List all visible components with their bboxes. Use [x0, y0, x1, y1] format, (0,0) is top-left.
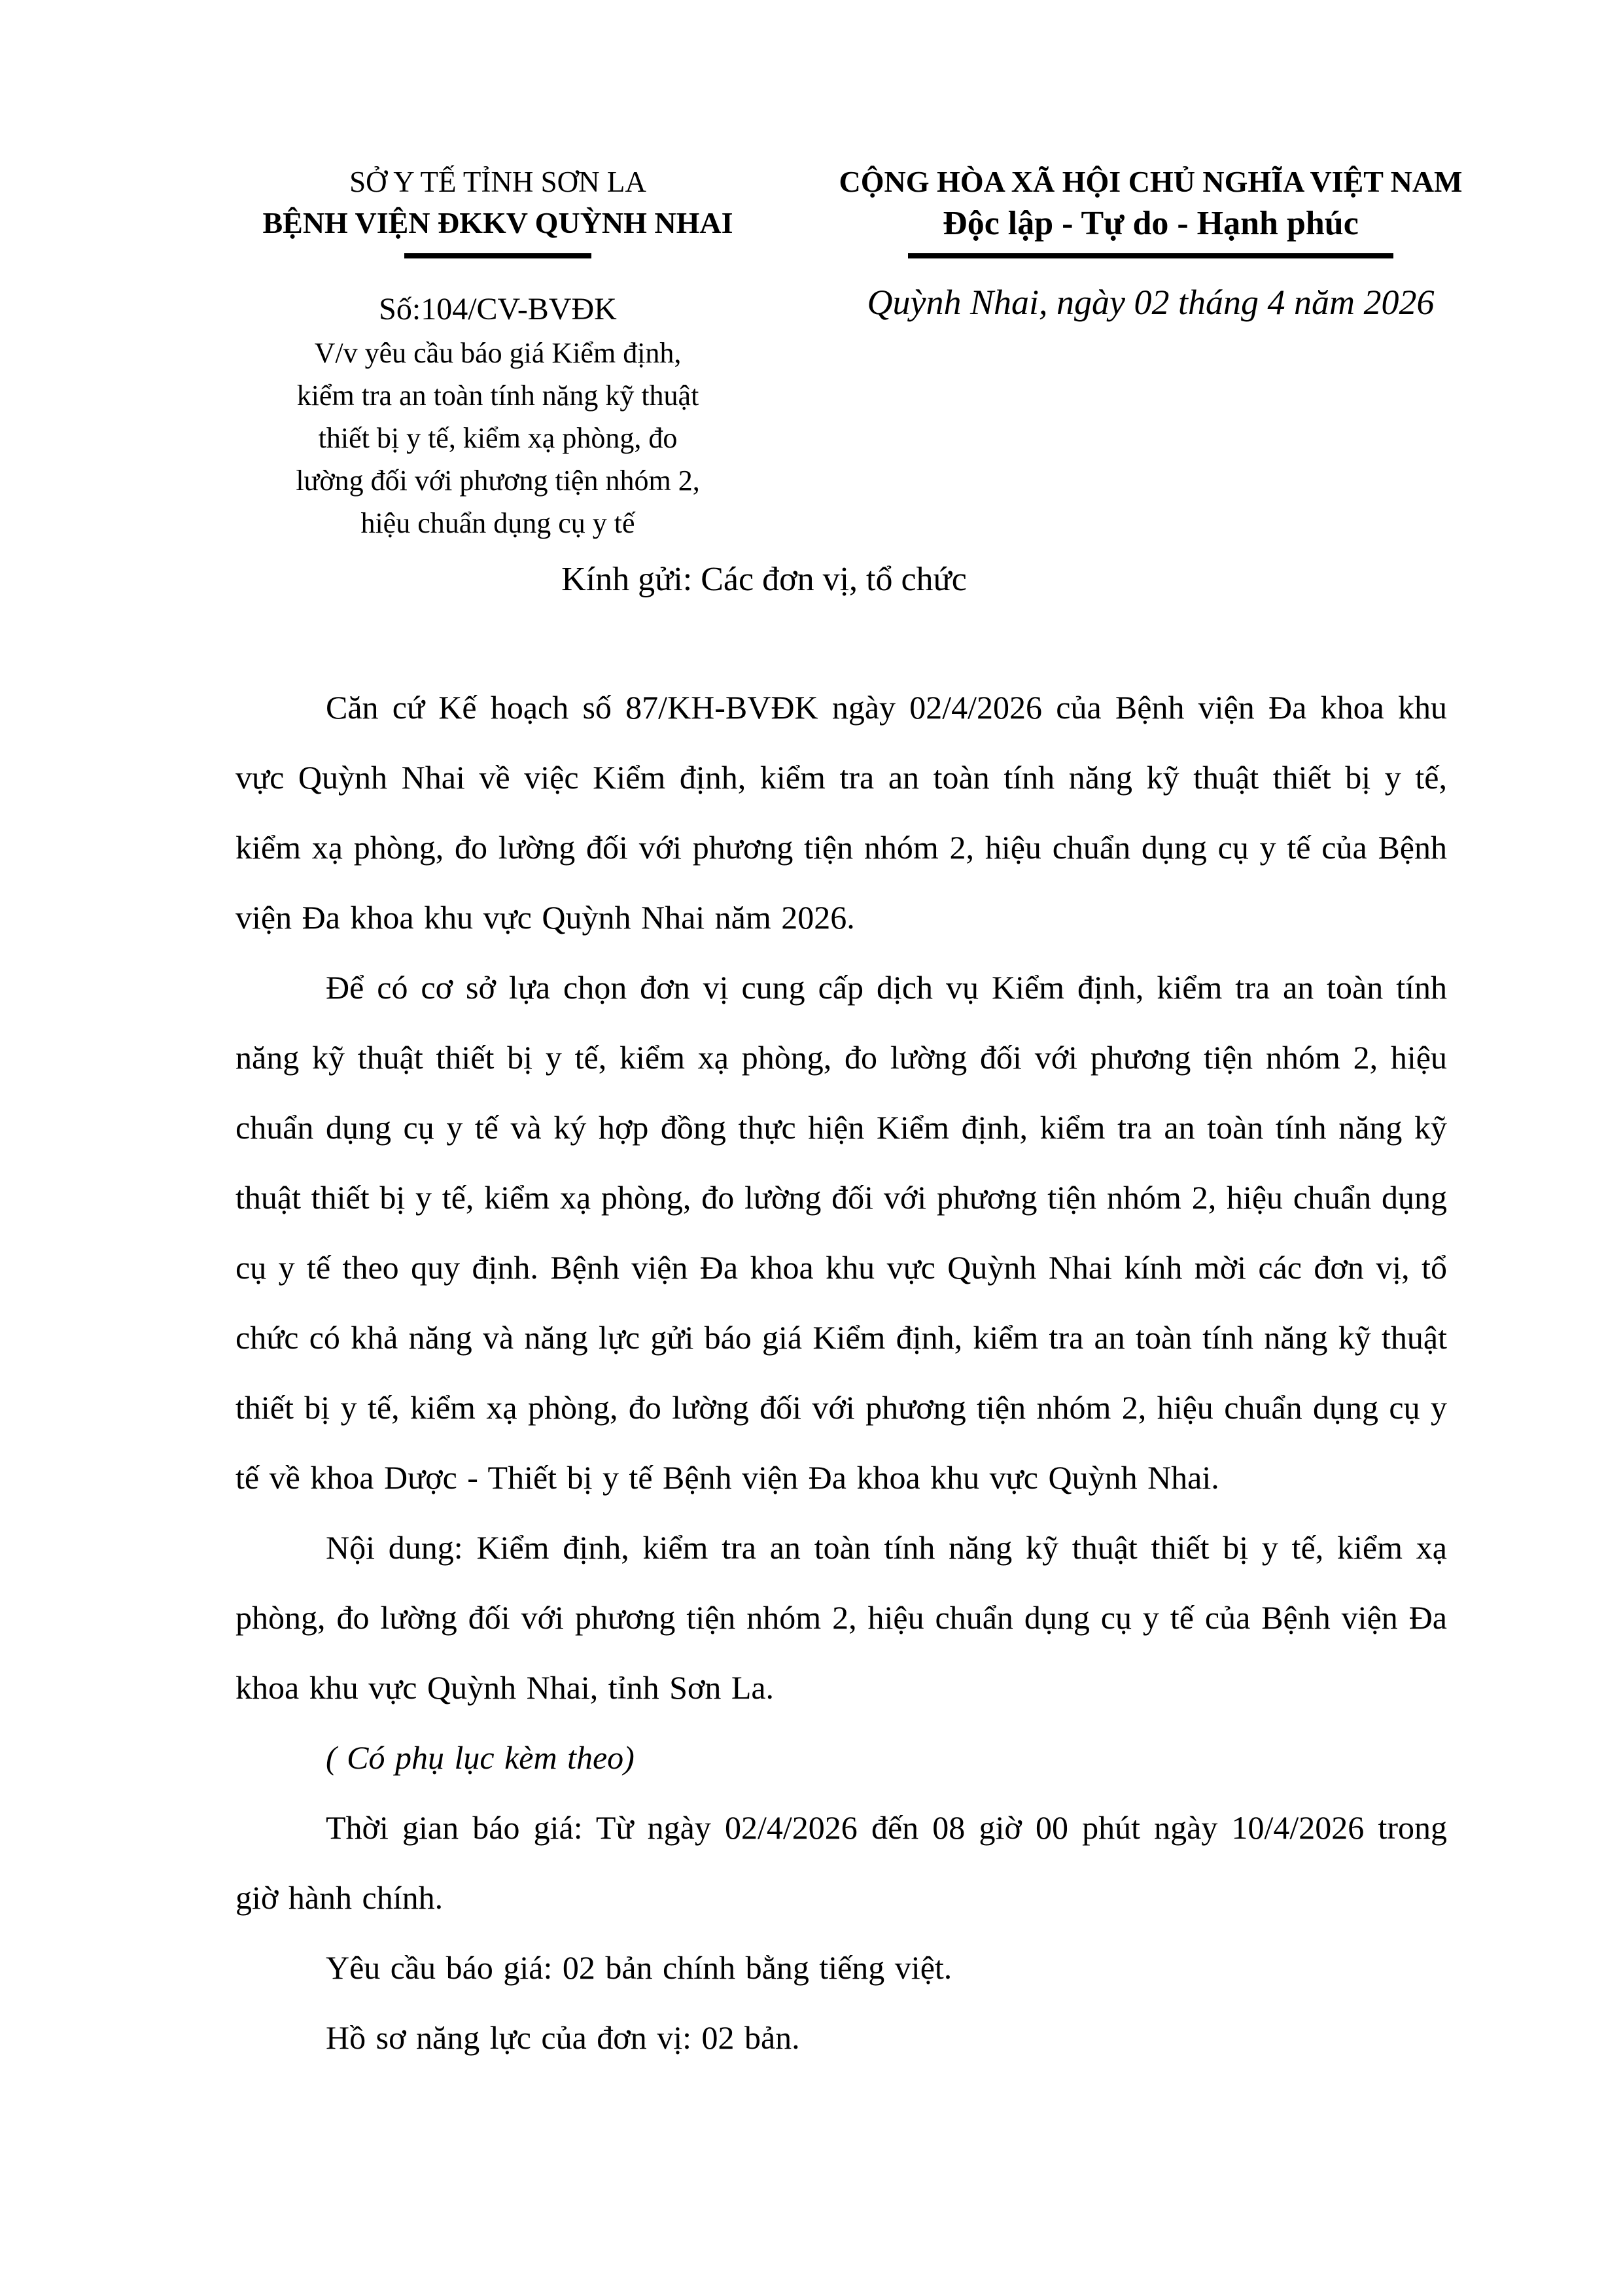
- body-paragraph: Hồ sơ năng lực của đơn vị: 02 bản.: [326, 2019, 800, 2056]
- org-separator-line: [404, 253, 591, 258]
- body-paragraph: Yêu cầu báo giá: 02 bản chính bằng tiếng việt.: [326, 1949, 952, 1986]
- doc-number: Số:104/CV-BVĐK: [379, 292, 617, 327]
- org-name: BỆNH VIỆN ĐKKV QUỲNH NHAI: [262, 206, 733, 239]
- document-body: [236, 673, 1447, 2073]
- recipient-line: Kính gửi: Các đơn vị, tổ chức: [561, 561, 967, 598]
- body-paragraph: Căn cứ Kế hoạch số 87/KH-BVĐK ngày 02/4/2026 của Bệnh viện Đa khoa khu vực Quỳnh Nhai về việc Kiểm định, kiểm tra an toàn tính năng kỹ thuật thiết bị y tế, kiểm xạ phòng, đo lường đối với phương tiện nhóm 2, hiệu chuẩn dụng cụ y tế của Bệnh viện Đa khoa khu vực Quỳnh Nhai năm 2026.: [236, 689, 1447, 936]
- doc-subject: [234, 332, 761, 544]
- attachment-note: ( Có phụ lục kèm theo): [326, 1739, 635, 1776]
- national-name: CỘNG HÒA XÃ HỘI CHỦ NGHĨA VIỆT NAM: [839, 165, 1463, 198]
- place-date: Quỳnh Nhai, ngày 02 tháng 4 năm 2026: [867, 283, 1435, 322]
- national-header-block: [803, 162, 1498, 323]
- national-motto: Độc lập - Tự do - Hạnh phúc: [943, 205, 1359, 242]
- doc-subject-line: V/v yêu cầu báo giá Kiểm định,: [314, 337, 682, 369]
- body-paragraph: Để có cơ sở lựa chọn đơn vị cung cấp dịch vụ Kiểm định, kiểm tra an toàn tính năng kỹ thuật thiết bị y tế, kiểm xạ phòng, đo lường đối với phương tiện nhóm 2, hiệu chuẩn dụng cụ y tế và ký hợp đồng thực hiện Kiểm định, kiểm tra an toàn tính năng kỹ thuật thiết bị y tế, kiểm xạ phòng, đo lường đối với phương tiện nhóm 2, hiệu chuẩn dụng cụ y tế theo quy định. Bệnh viện Đa khoa khu vực Quỳnh Nhai kính mời các đơn vị, tổ chức có khả năng và năng lực gửi báo giá Kiểm định, kiểm tra an toàn tính năng kỹ thuật thiết bị y tế, kiểm xạ phòng, đo lường đối với phương tiện nhóm 2, hiệu chuẩn dụng cụ y tế về khoa Dược - Thiết bị y tế Bệnh viện Đa khoa khu vực Quỳnh Nhai.: [236, 969, 1447, 1496]
- issuing-org-block: [234, 162, 761, 544]
- body-paragraph: Thời gian báo giá: Từ ngày 02/4/2026 đến 08 giờ 00 phút ngày 10/4/2026 trong giờ hành chính.: [236, 1809, 1447, 1916]
- doc-subject-line: lường đối với phương tiện nhóm 2,: [296, 465, 700, 497]
- doc-subject-line: hiệu chuẩn dụng cụ y tế: [360, 507, 635, 539]
- motto-separator-line: [908, 253, 1393, 258]
- org-parent-name: SỞ Y TẾ TỈNH SƠN LA: [349, 166, 646, 198]
- doc-subject-line: thiết bị y tế, kiểm xạ phòng, đo: [318, 422, 678, 454]
- body-paragraph: Nội dung: Kiểm định, kiểm tra an toàn tính năng kỹ thuật thiết bị y tế, kiểm xạ phòng, đo lường đối với phương tiện nhóm 2, hiệu chuẩn dụng cụ y tế của Bệnh viện Đa khoa khu vực Quỳnh Nhai, tỉnh Sơn La.: [236, 1529, 1447, 1706]
- doc-subject-line: kiểm tra an toàn tính năng kỹ thuật: [296, 380, 699, 412]
